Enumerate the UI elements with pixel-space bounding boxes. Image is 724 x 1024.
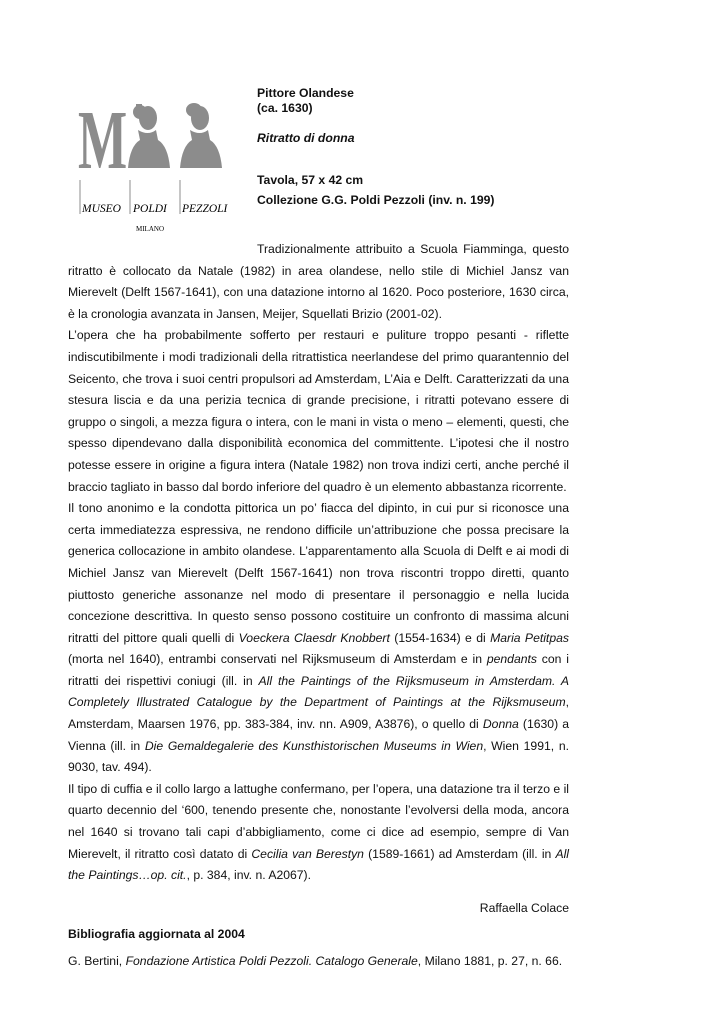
logo-letter-m: M (78, 96, 128, 188)
essay-text (68, 239, 569, 973)
artwork-collection: Collezione G.G. Poldi Pezzoli (inv. n. 199) (257, 193, 495, 207)
silhouette-icon (180, 103, 222, 168)
artwork-title: Ritratto di donna (257, 131, 355, 145)
paragraph: Il tono anonimo e la condotta pittorica un po’ fiacca del dipinto, in cui pur si riconosce una certa immediatezza espressiva, ne rendono difficile un’attribuzione che possa precisare la generica collocazione in ambito olandese. L’apparentamento alla Scuola di Delft e ai modi di Michiel Jansz van Mierevelt (Delft 1567-1641) non trova riscontri troppo diretti, quanto piuttosto generiche assonanze nel modo di presentare il personaggio e nella lucida concezione descrittiva. In questo senso possono costituire un confronto di massima alcuni ritratti del pittore quali quelli di Voeckera Claesdr Knobbert (1554-1634) e di Maria Petitpas (morta nel 1640), entrambi conservati nel Rijksmuseum di Amsterdam e in pendants con i ritratti dei rispettivi coniugi (ill. in All the Paintings of the Rijksmuseum in Amsterdam. A Completely Illustrated Catalogue by the Department of Paintings at the Rijksmuseum, Amsterdam, Maarsen 1976, pp. 383-384, inv. nn. A909, A3876), o quello di Donna (1630) a Vienna (ill. in Die Gemaldegalerie des Kunsthistorischen Museums in Wien, Wien 1991, n. 9030, tav. 494). (68, 501, 570, 775)
paragraph: L’opera che ha probabilmente sofferto per restauri e puliture troppo pesanti - riflette indiscutibilmente i modi tradizionali della ritrattistica neerlandese del primo quarantennio del Seicento, che trova i suoi centri propulsori ad Amsterdam, L’Aia e Delft. Caratterizzati da una stesura liscia e da una perizia tecnica di grande precisione, i ritratti potevano essere di gruppo o singoli, a mezza figura o intera, con le mani in vista o meno – elementi, questi, che spesso dipendevano dalla disponibilità economica del committente. L’ipotesi che il nostro potesse essere in origine a figura intera (Natale 1982) non trova indizi certi, anche perché il braccio tagliato in basso dal bordo inferiore del quadro è un elemento abbastanza ricorrente. (68, 328, 569, 494)
paragraph: Tradizionalmente attribuito a Scuola Fiamminga, questo ritratto è collocato da Natale (1982) in area olandese, nello stile di Michiel Jansz van Mierevelt (Delft 1567-1641), con una datazione intorno al 1620. Poco posteriore, 1630 circa, è la cronologia avanzata in Jansen, Meijer, Squellati Brizio (2001-02). (68, 242, 569, 321)
logo-city: MILANO (136, 225, 164, 233)
author-signature: Raffaella Colace (479, 900, 569, 915)
artwork-header (257, 86, 677, 208)
logo-word-poldi: POLDI (133, 203, 167, 215)
logo-word-pezzoli: PEZZOLI (182, 203, 228, 215)
silhouette-icon (128, 104, 170, 168)
artwork-support: Tavola, 57 x 42 cm (257, 173, 364, 187)
museum-logo (78, 96, 238, 236)
artist: Pittore Olandese (257, 86, 354, 100)
bibliography-heading: Bibliografia aggiornata al 2004 (68, 927, 245, 942)
bibliography-entry: G. Bertini, Fondazione Artistica Poldi Pezzoli. Catalogo Generale, Milano 1881, p. 27, n. 66. (68, 954, 563, 968)
logo-word-museo: MUSEO (82, 203, 121, 215)
artwork-date: (ca. 1630) (257, 101, 313, 115)
paragraph: Il tipo di cuffia e il collo largo a lattughe confermano, per l’opera, una datazione tra il terzo e il quarto decennio del ‘600, tenendo presente che, nonostante l’evolversi della moda, ancora nel 1640 si trovano tali capi d’abbigliamento, come ci dice ad esempio, sempre di Van Mierevelt, il ritratto così datato di Cecilia van Berestyn (1589-1661) ad Amsterdam (ill. in All the Paintings…op. cit., p. 384, inv. n. A2067). (68, 781, 570, 883)
